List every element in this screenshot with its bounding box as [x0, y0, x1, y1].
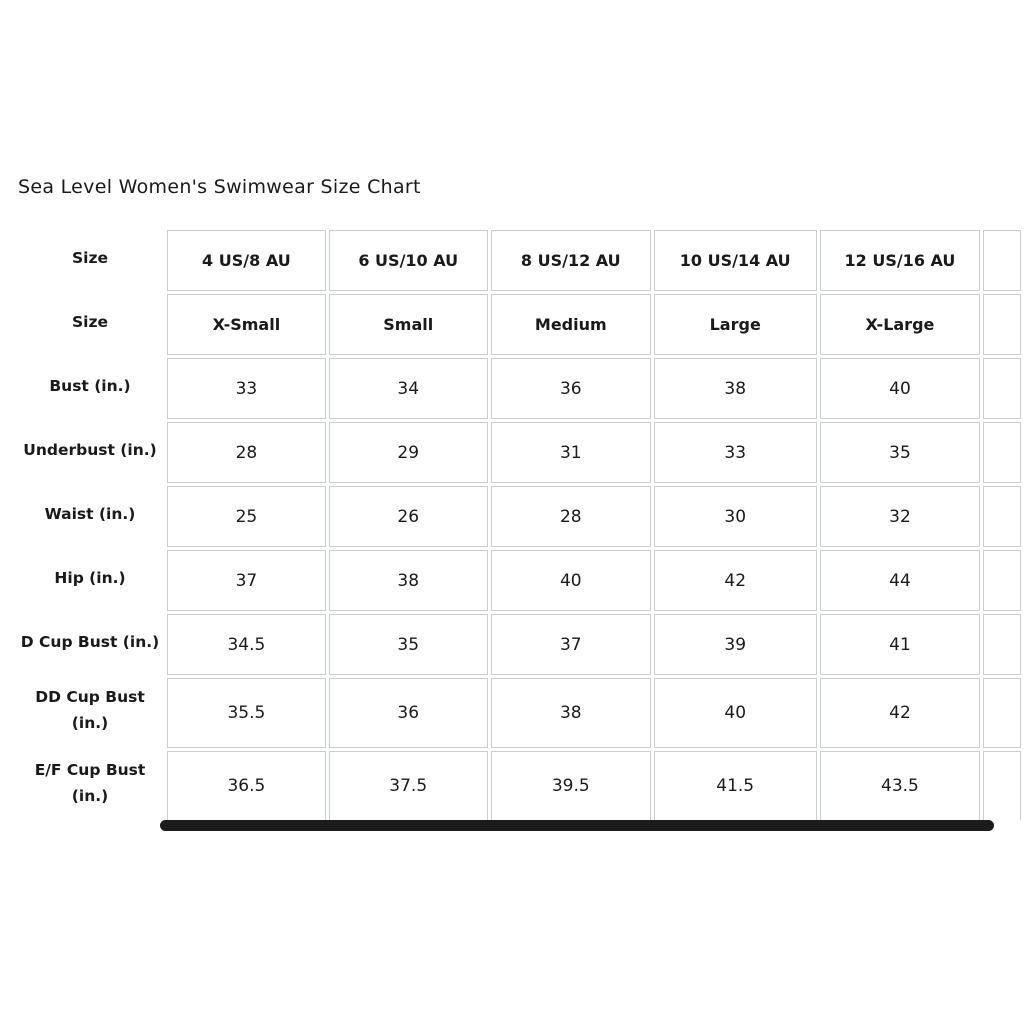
- table-cell: 8 US/12 AU: [491, 230, 651, 291]
- table-row-waist: [167, 486, 1021, 547]
- table-row-ef-cup-bust: [167, 751, 1021, 820]
- table-cell-cutoff: [983, 358, 1021, 419]
- table-cell: 41: [820, 614, 981, 675]
- row-label-waist: Waist (in.): [44, 505, 136, 523]
- size-table: [164, 228, 1024, 820]
- table-cell-cutoff: [983, 230, 1021, 291]
- table-row-d-cup-bust: [167, 614, 1021, 675]
- table-cell: 38: [329, 550, 488, 611]
- table-cell: 40: [654, 678, 817, 748]
- size-table-viewport[interactable]: [0, 228, 1024, 820]
- table-cell: 35.5: [167, 678, 326, 748]
- table-cell: 33: [167, 358, 326, 419]
- table-cell: 40: [491, 550, 651, 611]
- row-label-bust: Bust (in.): [49, 377, 131, 395]
- table-cell: 38: [654, 358, 817, 419]
- table-cell: 36.5: [167, 751, 326, 820]
- table-cell: 44: [820, 550, 981, 611]
- table-cell: 31: [491, 422, 651, 483]
- row-label-size-name: Size: [71, 313, 108, 331]
- row-label-dd-cup-bust: DD Cup Bust (in.): [35, 688, 145, 732]
- table-cell: 6 US/10 AU: [329, 230, 488, 291]
- table-cell-cutoff: [983, 751, 1021, 820]
- table-cell: 36: [491, 358, 651, 419]
- scrollbar-thumb[interactable]: [160, 820, 994, 831]
- table-cell: 10 US/14 AU: [654, 230, 817, 291]
- table-row-bust: [167, 358, 1021, 419]
- table-cell: 38: [491, 678, 651, 748]
- table-cell: Large: [654, 294, 817, 355]
- table-cell: 30: [654, 486, 817, 547]
- table-cell: 29: [329, 422, 488, 483]
- table-cell: 35: [820, 422, 981, 483]
- table-cell: 32: [820, 486, 981, 547]
- row-label-size-us-au: Size: [71, 249, 108, 267]
- table-cell: 43.5: [820, 751, 981, 820]
- horizontal-scrollbar[interactable]: [160, 820, 994, 831]
- table-cell: X-Small: [167, 294, 326, 355]
- row-label-hip: Hip (in.): [54, 569, 126, 587]
- table-cell: 39.5: [491, 751, 651, 820]
- table-cell: X-Large: [820, 294, 981, 355]
- table-cell: 28: [167, 422, 326, 483]
- row-label-underbust: Underbust (in.): [23, 441, 157, 459]
- table-cell-cutoff: [983, 550, 1021, 611]
- table-row-dd-cup-bust: [167, 678, 1021, 748]
- table-cell: Small: [329, 294, 488, 355]
- table-cell: 41.5: [654, 751, 817, 820]
- table-cell: 37: [491, 614, 651, 675]
- table-cell: 36: [329, 678, 488, 748]
- table-cell: 25: [167, 486, 326, 547]
- table-cell: 12 US/16 AU: [820, 230, 981, 291]
- table-cell: 26: [329, 486, 488, 547]
- table-cell: 42: [654, 550, 817, 611]
- table-cell: 39: [654, 614, 817, 675]
- table-cell-cutoff: [983, 422, 1021, 483]
- table-cell: 37: [167, 550, 326, 611]
- table-cell-cutoff: [983, 678, 1021, 748]
- row-label-ef-cup-bust: E/F Cup Bust (in.): [34, 761, 146, 805]
- table-row-size-us-au: [167, 230, 1021, 291]
- table-row-hip: [167, 550, 1021, 611]
- table-cell: 33: [654, 422, 817, 483]
- table-cell: Medium: [491, 294, 651, 355]
- table-cell: 28: [491, 486, 651, 547]
- table-cell: 35: [329, 614, 488, 675]
- row-label-d-cup-bust: D Cup Bust (in.): [20, 633, 160, 651]
- table-cell-cutoff: [983, 486, 1021, 547]
- table-cell: 4 US/8 AU: [167, 230, 326, 291]
- table-cell: 34: [329, 358, 488, 419]
- table-cell: 37.5: [329, 751, 488, 820]
- table-cell: 34.5: [167, 614, 326, 675]
- table-cell: 40: [820, 358, 981, 419]
- table-cell: 42: [820, 678, 981, 748]
- page-title: Sea Level Women's Swimwear Size Chart: [18, 176, 421, 198]
- table-cell-cutoff: [983, 614, 1021, 675]
- table-cell-cutoff: [983, 294, 1021, 355]
- table-row-size-name: [167, 294, 1021, 355]
- table-row-underbust: [167, 422, 1021, 483]
